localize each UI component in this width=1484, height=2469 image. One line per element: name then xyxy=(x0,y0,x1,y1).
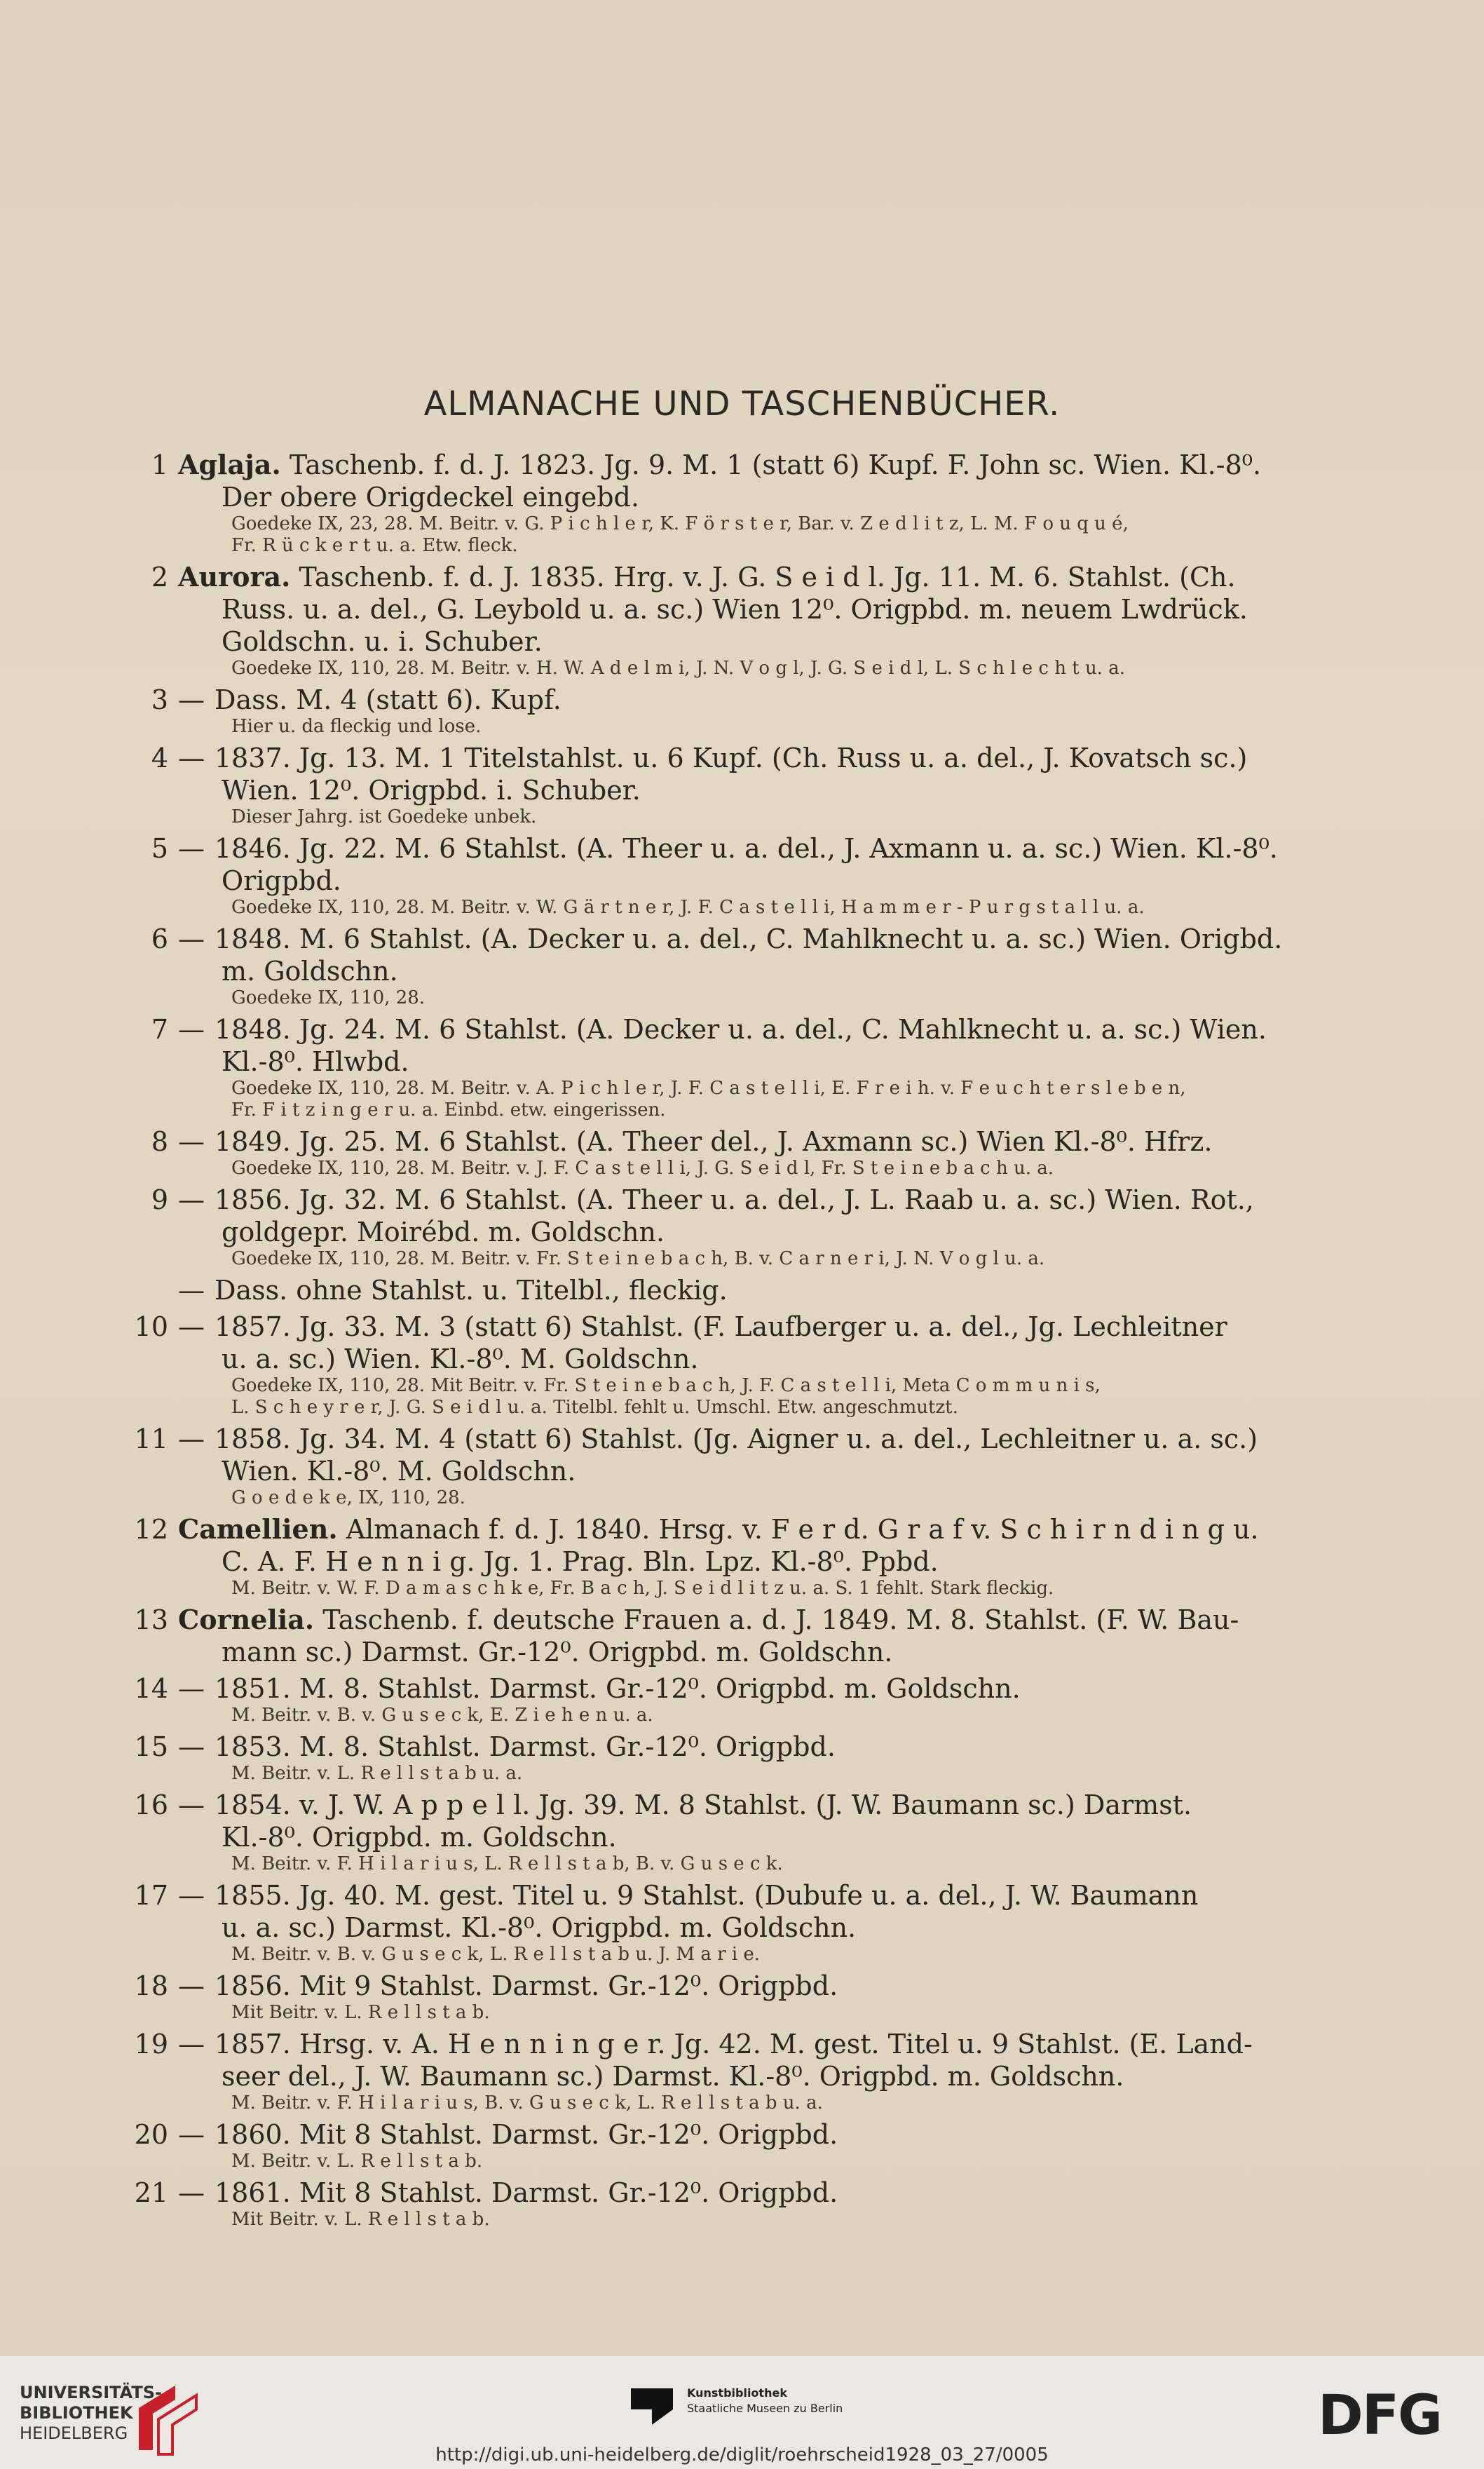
entry-line-text: 1861. Mit 8 Stahlst. Darmst. Gr.-12⁰. Origpbd. xyxy=(215,2177,838,2208)
entry-description xyxy=(178,742,1367,806)
entry-number: 2 xyxy=(151,562,168,593)
entry-description xyxy=(178,1513,1367,1578)
ditto-dash: — xyxy=(178,1014,205,1045)
catalog-entry xyxy=(119,832,1367,919)
entry-first-line xyxy=(178,1673,1021,1704)
catalog-entry xyxy=(119,923,1367,1009)
entry-note: Goedeke IX, 110, 28. M. Beitr. v. Fr. S t e i n e b a c h, B. v. C a r n e r i, J. N. V o g l u. a. xyxy=(231,1248,1045,1269)
entry-number: 19 xyxy=(134,2029,168,2059)
ditto-dash: — xyxy=(178,833,205,864)
entry-description xyxy=(178,1789,1367,1853)
entry-description xyxy=(178,449,1367,513)
entry-first-line xyxy=(178,684,561,715)
catalog-entry xyxy=(119,1731,1367,1785)
entry-number: 9 xyxy=(151,1184,168,1215)
entry-title: Camellien. xyxy=(178,1513,338,1545)
ditto-dash: — xyxy=(178,1275,205,1306)
entry-first-line xyxy=(178,1423,1258,1454)
entry-continuation-line: m. Goldschn. xyxy=(222,956,398,987)
entry-first-line xyxy=(178,1514,1259,1545)
entry-first-line xyxy=(178,562,1236,593)
entry-note: Fr. F i t z i n g e r u. a. Einbd. etw. eingerissen. xyxy=(231,1100,666,1121)
catalog-entry xyxy=(119,1604,1367,1668)
entry-first-line xyxy=(178,743,1247,773)
entry-first-line xyxy=(178,1880,1198,1911)
entry-continuation-line: Goldschn. u. i. Schuber. xyxy=(222,626,543,657)
page-heading: ALMANACHE UND TASCHENBÜCHER. xyxy=(423,384,1061,424)
entry-first-line xyxy=(178,1604,1239,1635)
ditto-dash: — xyxy=(178,684,205,715)
entry-line-text: Almanach f. d. J. 1840. Hrsg. v. F e r d. G r a f v. S c h i r n d i n g u. xyxy=(346,1514,1259,1545)
catalog-entry xyxy=(119,1970,1367,2024)
ditto-dash: — xyxy=(178,924,205,954)
ditto-dash: — xyxy=(178,1673,205,1704)
entry-note: Goedeke IX, 110, 28. M. Beitr. v. H. W. A d e l m i, J. N. V o g l, J. G. S e i d l, L. S c h l e c h t u. a. xyxy=(231,658,1125,679)
entry-note: M. Beitr. v. W. F. D a m a s c h k e, Fr. B a c h, J. S e i d l i t z u. a. S. 1 fehlt. Stark fleckig. xyxy=(231,1578,1054,1599)
entry-continuation-line: Kl.-8⁰. Hlwbd. xyxy=(222,1046,409,1077)
catalog-entry xyxy=(119,742,1367,828)
catalog-entry xyxy=(119,1423,1367,1509)
entry-continuation-line: goldgepr. Moirébd. m. Goldschn. xyxy=(222,1217,665,1247)
entry-first-line xyxy=(178,1275,728,1306)
catalog-entry xyxy=(119,1879,1367,1966)
entry-line-text: 1848. M. 6 Stahlst. (A. Decker u. a. del., C. Mahlknecht u. a. sc.) Wien. Origbd. xyxy=(215,924,1283,954)
kunstbibliothek-mark-icon xyxy=(631,2388,673,2425)
kb-subtitle: Staatliche Museen zu Berlin xyxy=(687,2402,843,2415)
entry-line-text: 1858. Jg. 34. M. 4 (statt 6) Stahlst. (Jg. Aigner u. a. del., Lechleitner u. a. sc.) xyxy=(215,1423,1258,1454)
entry-note: L. S c h e y r e r, J. G. S e i d l u. a. Titelbl. fehlt u. Umschl. Etw. angeschmutzt. xyxy=(231,1397,958,1418)
uni-logo-line-1: UNIVERSITÄTS- xyxy=(20,2383,163,2402)
entry-description xyxy=(178,1604,1367,1668)
entry-line-text: 1857. Jg. 33. M. 3 (statt 6) Stahlst. (F. Laufberger u. a. del., Jg. Lechleitner xyxy=(215,1311,1227,1342)
entry-first-line xyxy=(178,2177,838,2208)
entry-continuation-line: mann sc.) Darmst. Gr.-12⁰. Origpbd. m. Goldschn. xyxy=(222,1637,893,1668)
catalog-entry xyxy=(119,1125,1367,1179)
entry-note: Goedeke IX, 110, 28. Mit Beitr. v. Fr. S t e i n e b a c h, J. F. C a s t e l l i, Meta C o m m u n i s, xyxy=(231,1375,1101,1396)
catalog-entry xyxy=(119,449,1367,557)
entry-line-text: 1851. M. 8. Stahlst. Darmst. Gr.-12⁰. Origpbd. m. Goldschn. xyxy=(215,1673,1021,1704)
entry-first-line xyxy=(178,2029,1253,2059)
entry-continuation-line: seer del., J. W. Baumann sc.) Darmst. Kl.-8⁰. Origpbd. m. Goldschn. xyxy=(222,2061,1124,2092)
entry-title: Aglaja. xyxy=(178,449,281,480)
entry-note: Goedeke IX, 110, 28. xyxy=(231,987,426,1008)
entry-number: 8 xyxy=(151,1126,168,1157)
entry-number: 18 xyxy=(134,1970,168,2001)
entry-note: Hier u. da fleckig und lose. xyxy=(231,716,482,737)
entry-number: 1 xyxy=(151,449,168,480)
entry-line-text: 1860. Mit 8 Stahlst. Darmst. Gr.-12⁰. Origpbd. xyxy=(215,2119,838,2150)
ditto-dash: — xyxy=(178,1126,205,1157)
entry-note: Goedeke IX, 110, 28. M. Beitr. v. J. F. C a s t e l l i, J. G. S e i d l, Fr. S t e i n e b a c h u. a. xyxy=(231,1158,1054,1179)
ditto-dash: — xyxy=(178,1423,205,1454)
entry-first-line xyxy=(178,2119,838,2150)
entry-description xyxy=(178,1672,1367,1705)
entry-description xyxy=(178,1274,1367,1306)
entry-number: 6 xyxy=(151,924,168,954)
entry-number: 16 xyxy=(134,1790,168,1820)
entry-description xyxy=(178,2028,1367,2092)
entry-note: M. Beitr. v. F. H i l a r i u s, L. R e l l s t a b, B. v. G u s e c k. xyxy=(231,1853,783,1874)
entry-description xyxy=(178,1125,1367,1158)
catalog-entry xyxy=(119,684,1367,738)
ditto-dash: — xyxy=(178,1790,205,1820)
entry-line-text: 1856. Jg. 32. M. 6 Stahlst. (A. Theer u. a. del., J. L. Raab u. a. sc.) Wien. Rot., xyxy=(215,1184,1254,1215)
entry-first-line xyxy=(178,924,1282,954)
uni-logo-line-3: HEIDELBERG xyxy=(20,2423,128,2443)
entry-description xyxy=(178,1184,1367,1248)
entry-line-text: Taschenb. f. d. J. 1823. Jg. 9. M. 1 (statt 6) Kupf. F. John sc. Wien. Kl.-8⁰. xyxy=(289,449,1262,480)
entry-line-text: 1857. Hrsg. v. A. H e n n i n g e r. Jg. 42. M. gest. Titel u. 9 Stahlst. (E. Land- xyxy=(215,2029,1253,2059)
entry-first-line xyxy=(178,1970,838,2001)
entry-number: 15 xyxy=(134,1731,168,1762)
entry-continuation-line: u. a. sc.) Wien. Kl.-8⁰. M. Goldschn. xyxy=(222,1344,699,1374)
entry-line-text: Dass. M. 4 (statt 6). Kupf. xyxy=(215,684,561,715)
entry-first-line xyxy=(178,1731,836,1762)
entry-note: Mit Beitr. v. L. R e l l s t a b. xyxy=(231,2002,490,2023)
entry-note: Dieser Jahrg. ist Goedeke unbek. xyxy=(231,806,537,827)
entry-number: 13 xyxy=(134,1604,168,1635)
catalog-entry xyxy=(119,1513,1367,1599)
entry-number: 4 xyxy=(151,743,168,773)
ditto-dash: — xyxy=(178,1311,205,1342)
dfg-logo[interactable]: DFG xyxy=(1318,2384,1442,2447)
entry-note: M. Beitr. v. L. R e l l s t a b u. a. xyxy=(231,1763,523,1784)
entry-description xyxy=(178,1731,1367,1763)
entry-line-text: 1854. v. J. W. A p p e l l. Jg. 39. M. 8 Stahlst. (J. W. Baumann sc.) Darmst. xyxy=(215,1790,1192,1820)
entry-number: 7 xyxy=(151,1014,168,1045)
entry-number: 21 xyxy=(134,2177,168,2208)
entry-note: M. Beitr. v. B. v. G u s e c k, L. R e l l s t a b u. J. M a r i e. xyxy=(231,1944,761,1965)
catalog-entry xyxy=(119,1274,1367,1306)
entry-description xyxy=(178,561,1367,658)
entry-title: Cornelia. xyxy=(178,1604,315,1635)
entry-line-text: 1855. Jg. 40. M. gest. Titel u. 9 Stahlst. (Dubufe u. a. del., J. W. Baumann xyxy=(215,1880,1199,1911)
entry-first-line xyxy=(178,833,1278,864)
entry-continuation-line: Russ. u. a. del., G. Leybold u. a. sc.) Wien 12⁰. Origpbd. m. neuem Lwdrück. xyxy=(222,594,1248,625)
entry-note: M. Beitr. v. L. R e l l s t a b. xyxy=(231,2151,483,2172)
entry-note: Goedeke IX, 110, 28. M. Beitr. v. A. P i c h l e r, J. F. C a s t e l l i, E. F r e i h. v. F e u c h t e r s l e b e n, xyxy=(231,1078,1186,1099)
entry-line-text: 1853. M. 8. Stahlst. Darmst. Gr.-12⁰. Origpbd. xyxy=(215,1731,836,1762)
entry-number: 5 xyxy=(151,833,168,864)
ditto-dash: — xyxy=(178,1970,205,2001)
entry-first-line xyxy=(178,1014,1267,1045)
entry-description xyxy=(178,2177,1367,2209)
ditto-dash: — xyxy=(178,2177,205,2208)
catalog-entry xyxy=(119,1672,1367,1726)
entry-line-text: 1846. Jg. 22. M. 6 Stahlst. (A. Theer u. a. del., J. Axmann u. a. sc.) Wien. Kl.-8⁰. xyxy=(215,833,1278,864)
entry-description xyxy=(178,1311,1367,1375)
entry-continuation-line: Wien. 12⁰. Origpbd. i. Schuber. xyxy=(222,775,641,806)
entry-first-line xyxy=(178,1126,1212,1157)
entry-description xyxy=(178,1879,1367,1944)
ditto-dash: — xyxy=(178,1184,205,1215)
catalog-entry xyxy=(119,561,1367,679)
ditto-dash: — xyxy=(178,2029,205,2059)
entry-first-line xyxy=(178,1311,1227,1342)
entry-line-text: Taschenb. f. deutsche Frauen a. d. J. 1849. M. 8. Stahlst. (F. W. Bau- xyxy=(322,1604,1239,1635)
entry-continuation-line: u. a. sc.) Darmst. Kl.-8⁰. Origpbd. m. Goldschn. xyxy=(222,1912,857,1943)
entry-number: 11 xyxy=(134,1423,168,1454)
catalog-entry xyxy=(119,2118,1367,2172)
catalog-entry xyxy=(119,2028,1367,2114)
entry-number: 17 xyxy=(134,1880,168,1911)
entry-description xyxy=(178,2118,1367,2151)
entry-continuation-line: Der obere Origdeckel eingebd. xyxy=(222,482,639,513)
entry-note: Goedeke IX, 23, 28. M. Beitr. v. G. P i c h l e r, K. F ö r s t e r, Bar. v. Z e d l i t z, L. M. F o u q u é, xyxy=(231,513,1129,534)
entry-description xyxy=(178,923,1367,987)
uni-logo-line-2: BIBLIOTHEK xyxy=(20,2403,133,2423)
entry-continuation-line: Kl.-8⁰. Origpbd. m. Goldschn. xyxy=(222,1822,617,1853)
entry-note: Mit Beitr. v. L. R e l l s t a b. xyxy=(231,2209,490,2230)
entry-description xyxy=(178,1423,1367,1487)
entry-list xyxy=(119,449,1367,2235)
source-url[interactable]: http://digi.ub.uni-heidelberg.de/diglit/roehrscheid1928_03_27/0005 xyxy=(435,2444,1049,2465)
entry-number: 3 xyxy=(151,684,168,715)
footer-bar xyxy=(0,2356,1484,2469)
entry-line-text: Taschenb. f. d. J. 1835. Hrg. v. J. G. S e i d l. Jg. 11. M. 6. Stahlst. (Ch. xyxy=(299,562,1236,593)
ditto-dash: — xyxy=(178,2119,205,2150)
kb-title: Kunstbibliothek xyxy=(687,2386,787,2400)
entry-description xyxy=(178,832,1367,897)
entry-note: M. Beitr. v. F. H i l a r i u s, B. v. G u s e c k, L. R e l l s t a b u. a. xyxy=(231,2092,823,2113)
ditto-dash: — xyxy=(178,1731,205,1762)
entry-line-text: 1856. Mit 9 Stahlst. Darmst. Gr.-12⁰. Origpbd. xyxy=(215,1970,838,2001)
catalog-entry xyxy=(119,1311,1367,1419)
entry-note: Fr. R ü c k e r t u. a. Etw. fleck. xyxy=(231,535,518,556)
entry-number: 10 xyxy=(134,1311,168,1342)
entry-continuation-line: C. A. F. H e n n i g. Jg. 1. Prag. Bln. Lpz. Kl.-8⁰. Ppbd. xyxy=(222,1546,939,1577)
ditto-dash: — xyxy=(178,1880,205,1911)
entry-line-text: 1849. Jg. 25. M. 6 Stahlst. (A. Theer del., J. Axmann sc.) Wien Kl.-8⁰. Hfrz. xyxy=(215,1126,1213,1157)
entry-number: 14 xyxy=(134,1673,168,1704)
entry-number: 20 xyxy=(134,2119,168,2150)
entry-first-line xyxy=(178,1184,1254,1215)
catalog-entry xyxy=(119,1789,1367,1875)
entry-note: M. Beitr. v. B. v. G u s e c k, E. Z i e h e n u. a. xyxy=(231,1705,653,1726)
entry-first-line xyxy=(178,1790,1192,1820)
entry-line-text: 1837. Jg. 13. M. 1 Titelstahlst. u. 6 Kupf. (Ch. Russ u. a. del., J. Kovatsch sc.) xyxy=(215,743,1248,773)
entry-note: Goedeke IX, 110, 28. M. Beitr. v. W. G ä r t n e r, J. F. C a s t e l l i, H a m m e r - P u r g s t a l l u. a. xyxy=(231,897,1145,918)
entry-description xyxy=(178,684,1367,716)
catalog-entry xyxy=(119,2177,1367,2231)
ditto-dash: — xyxy=(178,743,205,773)
entry-note: G o e d e k e, IX, 110, 28. xyxy=(231,1487,465,1508)
entry-title: Aurora. xyxy=(178,561,291,593)
catalog-entry xyxy=(119,1184,1367,1270)
entry-number: 12 xyxy=(134,1514,168,1545)
entry-line-text: Dass. ohne Stahlst. u. Titelbl., fleckig. xyxy=(215,1275,728,1306)
entry-line-text: 1848. Jg. 24. M. 6 Stahlst. (A. Decker u. a. del., C. Mahlknecht u. a. sc.) Wien. xyxy=(215,1014,1267,1045)
entry-continuation-line: Wien. Kl.-8⁰. M. Goldschn. xyxy=(222,1456,576,1487)
entry-description xyxy=(178,1013,1367,1078)
catalog-entry xyxy=(119,1013,1367,1121)
entry-first-line xyxy=(178,449,1261,480)
entry-description xyxy=(178,1970,1367,2002)
entry-continuation-line: Origpbd. xyxy=(222,865,341,896)
